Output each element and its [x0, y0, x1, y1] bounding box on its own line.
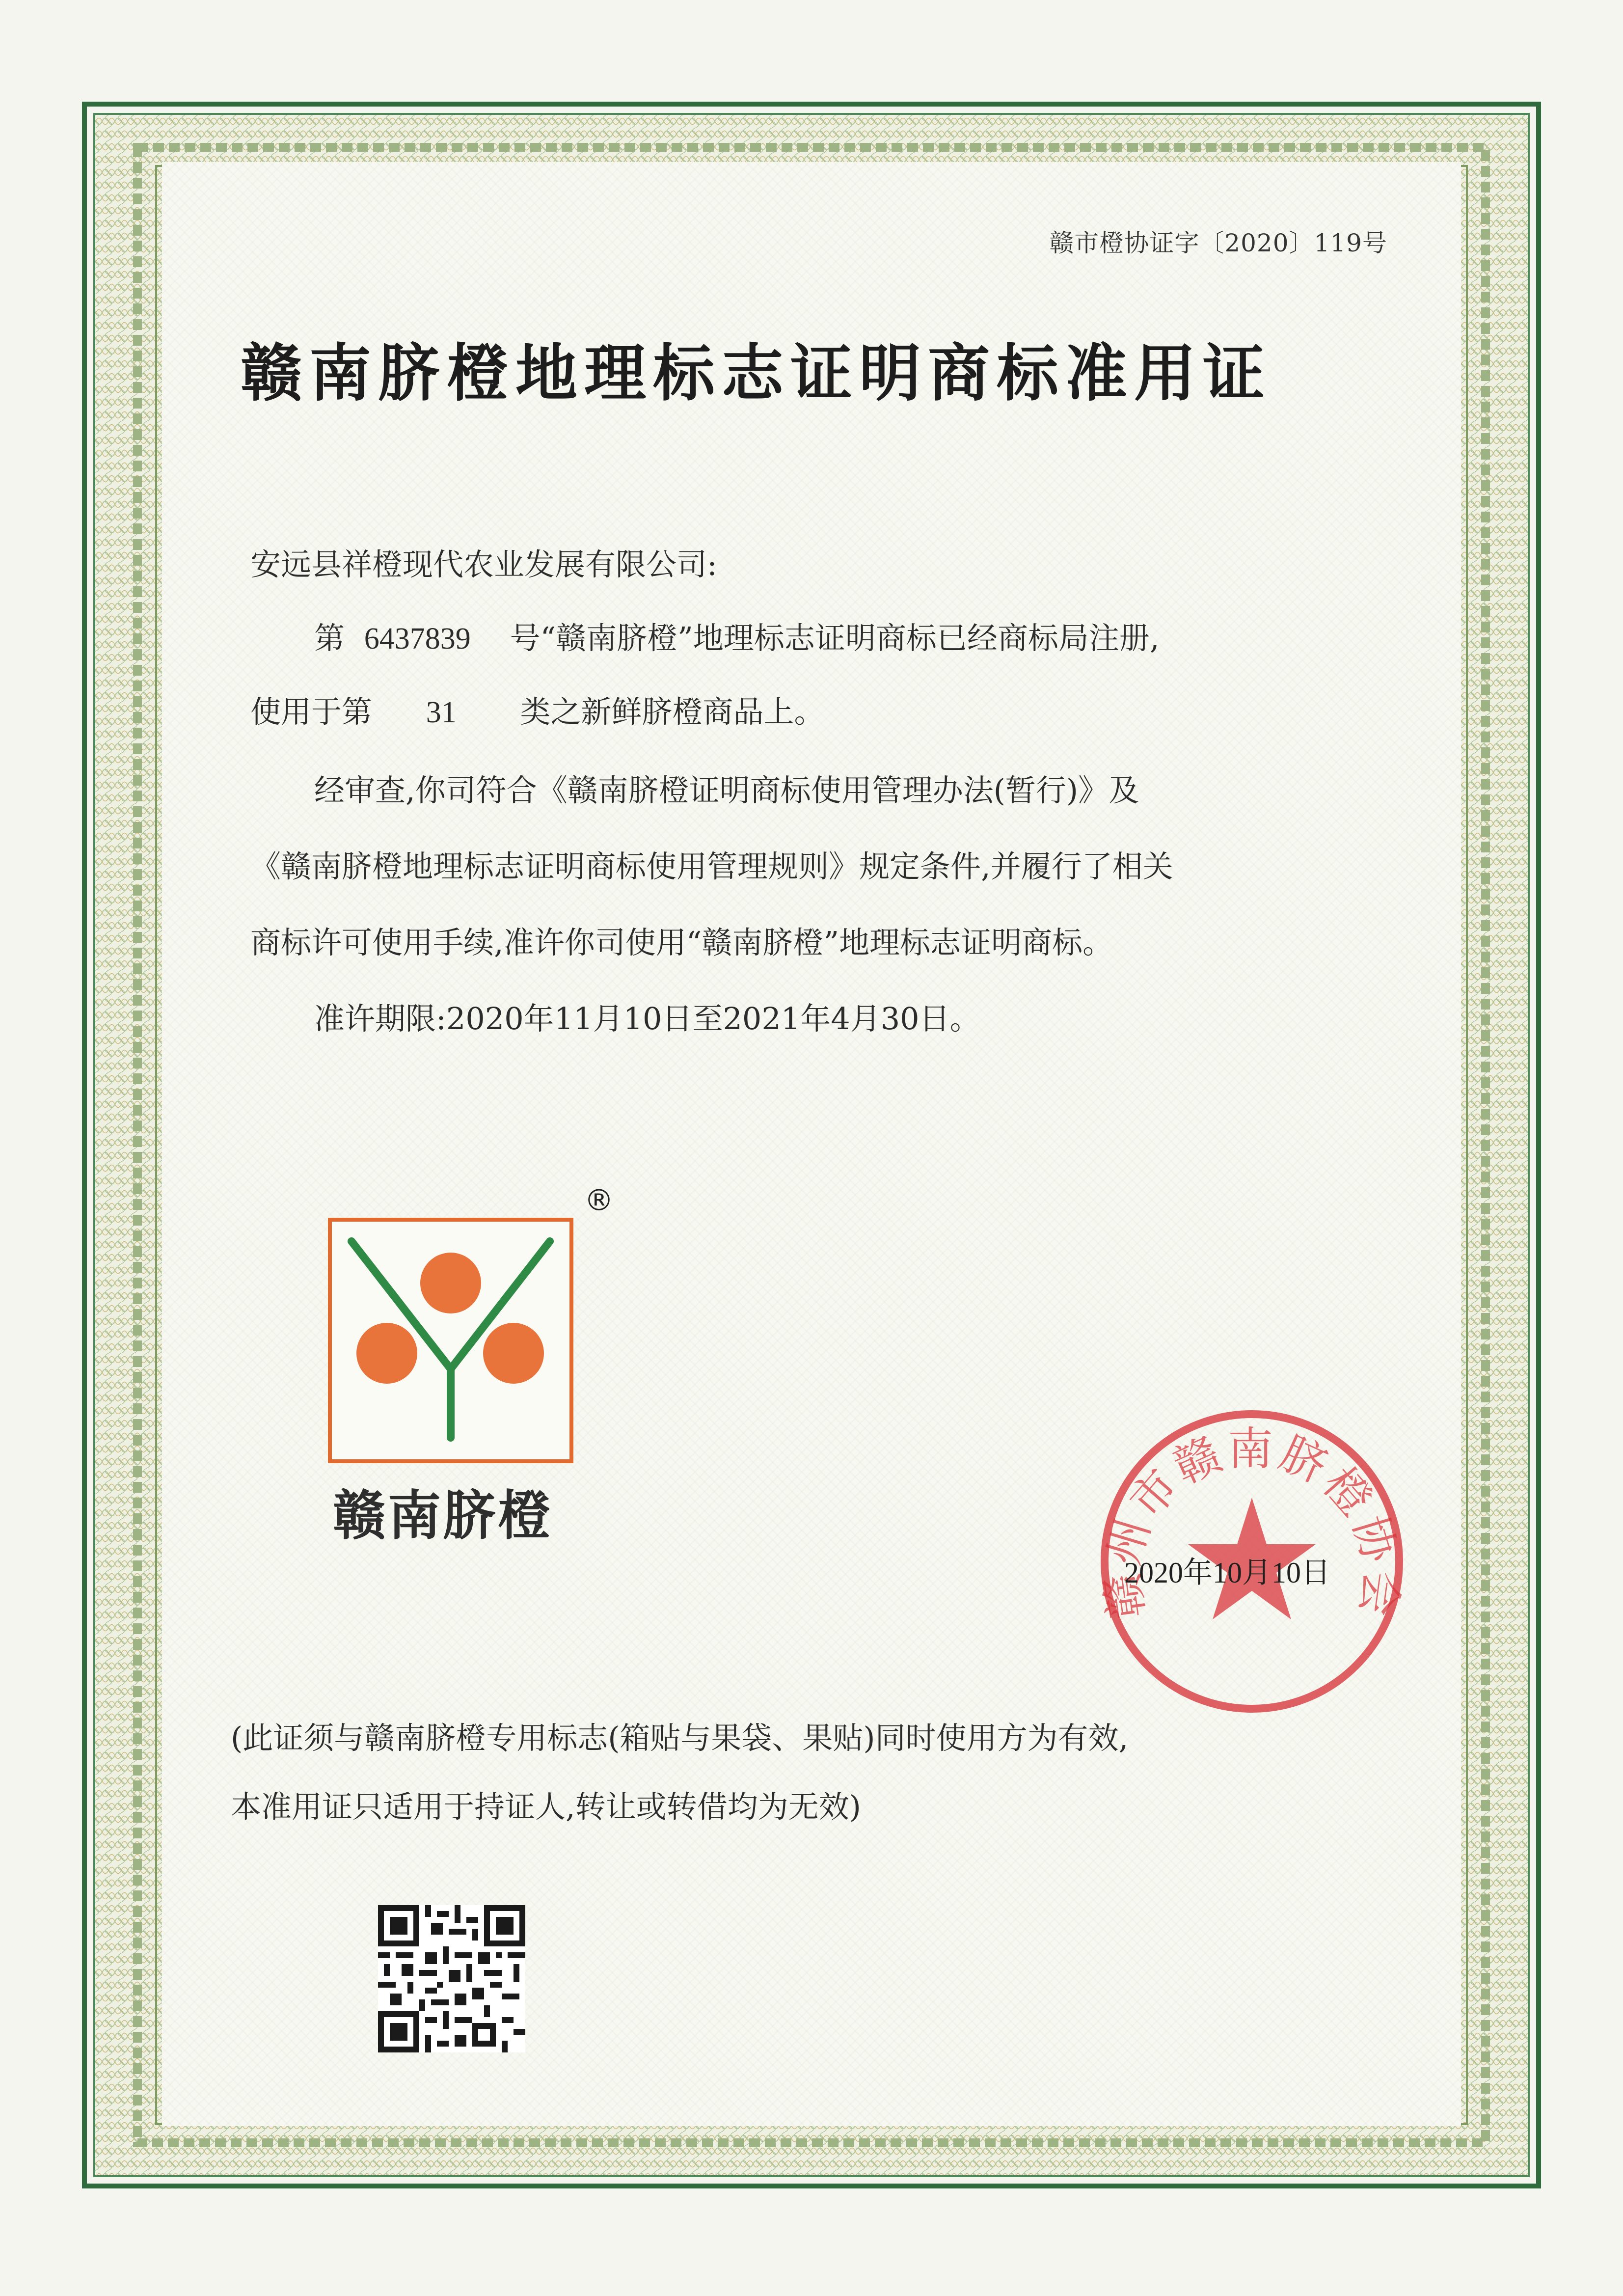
class-line — [250, 675, 824, 749]
registration-suffix: 号“赣南脐橙”地理标志证明商标已经商标局注册, — [510, 620, 1160, 656]
registered-mark: ® — [584, 1183, 614, 1218]
class-number: 31 — [426, 696, 457, 729]
logo-name: 赣南脐橙 — [333, 1485, 553, 1547]
notice-line-1: (此证须与赣南脐橙专用标志(箱贴与果袋、果贴)同时使用方为有效, — [231, 1720, 1129, 1756]
certificate-title: 赣南脐橙地理标志证明商标准用证 — [241, 337, 1271, 410]
logo-box — [328, 1218, 573, 1463]
validity-period: 准许期限:2020年11月10日至2021年4月30日。 — [314, 1001, 980, 1037]
review-line-2: 《赣南脐橙地理标志证明商标使用管理规则》规定条件,并履行了相关 — [250, 848, 1173, 884]
class-prefix: 使用于第 — [250, 694, 373, 730]
review-line-3: 商标许可使用手续,准许你司使用“赣南脐橙”地理标志证明商标。 — [250, 925, 1113, 960]
trademark-logo — [328, 1183, 652, 1557]
certificate-paper — [162, 162, 1461, 2126]
issue-date: 2020年10月10日 — [1124, 1557, 1330, 1589]
reference-number: 赣市橙协证字〔2020〕119号 — [1049, 229, 1387, 257]
registration-prefix: 第 — [314, 620, 345, 656]
logo-emblem-icon — [332, 1222, 569, 1459]
registration-number: 6437839 — [364, 622, 471, 656]
notice-line-2: 本准用证只适用于持证人,转让或转借均为无效) — [231, 1789, 861, 1825]
seal-text: 赣州市赣南脐橙协会 — [1095, 1422, 1408, 1622]
qr-code-icon — [378, 1905, 525, 2052]
review-line-1: 经审查,你司符合《赣南脐橙证明商标使用管理办法(暂行)》及 — [314, 772, 1139, 808]
registration-line — [250, 601, 1160, 676]
class-suffix: 类之新鲜脐橙商品上。 — [520, 694, 825, 730]
recipient-name: 安远县祥橙现代农业发展有限公司: — [250, 547, 717, 582]
